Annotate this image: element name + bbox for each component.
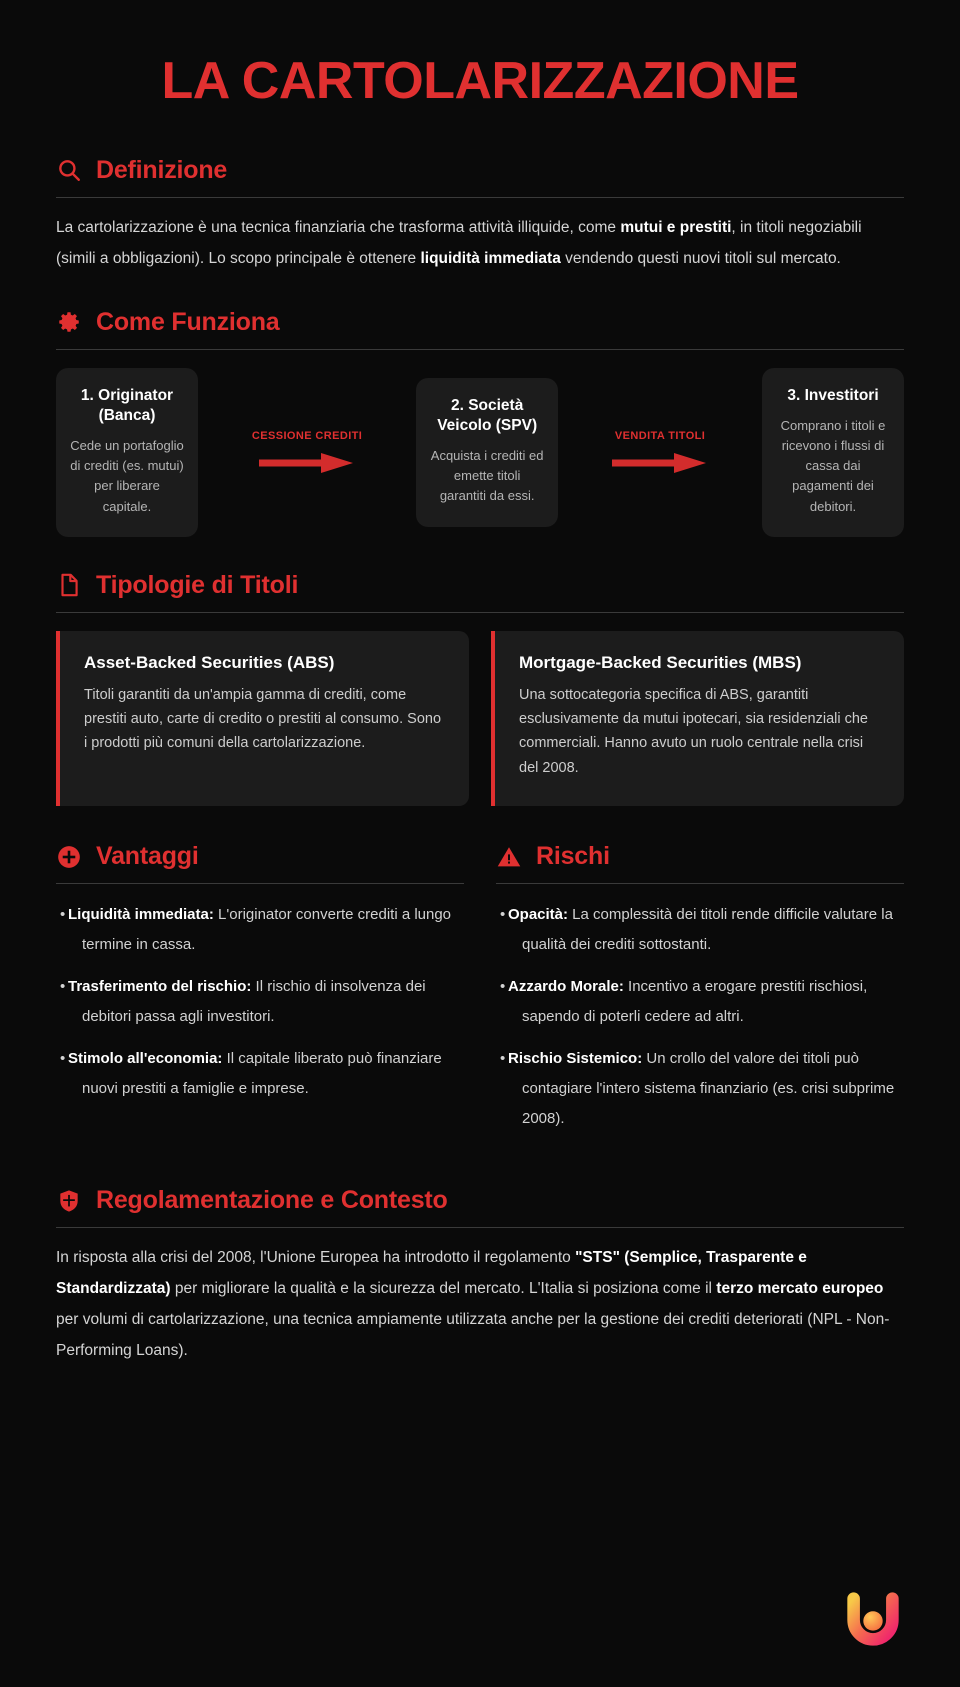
section-header-rischi: [496, 842, 904, 883]
gear-icon: [56, 309, 82, 335]
flow-step-desc: Comprano i titoli e ricevono i flussi di cassa dai pagamenti dei debitori.: [780, 417, 886, 514]
flow-connector: [198, 430, 416, 474]
section-header-definizione: [56, 156, 904, 197]
security-type-title: Mortgage-Backed Securities (MBS): [519, 652, 802, 672]
security-type-card: [491, 631, 904, 806]
flow-step-card: [416, 378, 558, 527]
flow-step-card: [56, 368, 198, 537]
section-header-regolamentazione: [56, 1186, 904, 1227]
section-come-funziona: [56, 308, 904, 537]
section-title: Rischi: [536, 842, 610, 871]
u-logo: [842, 1589, 904, 1651]
section-rischi: [496, 842, 904, 1146]
section-header-vantaggi: [56, 842, 464, 883]
u-logo-icon: [842, 1589, 904, 1651]
list-item: • Rischio Sistemico: Un crollo del valore dei titoli può contagiare l'intero sistema finanziario (es. crisi subprime 2008).: [496, 1044, 904, 1134]
section-title: Come Funziona: [96, 307, 280, 336]
section-definizione: [56, 156, 904, 274]
section-header-come-funziona: [56, 308, 904, 349]
flow-connector-label: CESSIONE CREDITI: [251, 430, 363, 443]
security-types-grid: [56, 613, 904, 806]
rischi-list: [496, 884, 904, 1134]
list-item: • Stimolo all'economia: Il capitale liberato può finanziare nuovi prestiti a famiglie e imprese.: [56, 1044, 464, 1104]
flow-step-title: 2. Società Veicolo (SPV): [437, 396, 538, 434]
section-title: Regolamentazione e Contesto: [96, 1186, 448, 1215]
flow-connector: [558, 430, 762, 474]
security-type-card: [56, 631, 469, 806]
process-flow: [56, 350, 904, 537]
flow-step-title: 1. Originator (Banca): [80, 386, 174, 424]
arrow-right-icon: [259, 452, 355, 474]
flow-step-desc: Cede un portafoglio di crediti (es. mutui) per liberare capitale.: [70, 438, 184, 514]
security-type-desc: Titoli garantiti da un'ampia gamma di crediti, come prestiti auto, carte di credito o prestiti al consumo. Sono i prodotti più comuni della cartolarizzazione.: [84, 686, 442, 752]
vantaggi-list: [56, 884, 464, 1104]
document-icon: [56, 572, 82, 598]
list-item: • Azzardo Morale: Incentivo a erogare prestiti rischiosi, sapendo di poterli cedere ad altri.: [496, 972, 904, 1032]
section-vantaggi: [56, 842, 464, 1146]
list-item: • Trasferimento del rischio: Il rischio di insolvenza dei debitori passa agli investitori.: [56, 972, 464, 1032]
security-type-desc: Una sottocategoria specifica di ABS, garantiti esclusivamente da mutui ipotecari, sia residenziali che commerciali. Hanno avuto un ruolo centrale nella crisi del 2008.: [519, 686, 868, 776]
page-title: LA CARTOLARIZZAZIONE: [161, 52, 799, 110]
shield-icon: [56, 1188, 82, 1214]
section-header-tipologie: [56, 571, 904, 612]
section-title: Vantaggi: [96, 842, 199, 871]
security-type-title: Asset-Backed Securities (ABS): [84, 652, 335, 672]
warning-triangle-icon: [496, 844, 522, 870]
definizione-paragraph: La cartolarizzazione è una tecnica finanziaria che trasforma attività illiquide, come mutui e prestiti, in titoli negoziabili (simili a obbligazioni). Lo scopo principale è ottenere liquidità immediata vendendo questi nuovi titoli sul mercato.: [56, 218, 862, 267]
section-tipologie: [56, 571, 904, 806]
search-icon: [56, 157, 82, 183]
list-item: • Opacità: La complessità dei titoli rende difficile valutare la qualità dei crediti sottostanti.: [496, 900, 904, 960]
regolamentazione-paragraph: In risposta alla crisi del 2008, l'Unione Europea ha introdotto il regolamento "STS" (Semplice, Trasparente e Standardizzata) per migliorare la qualità e la sicurezza del mercato. L'Italia si posiziona come il terzo mercato europeo per volumi di cartolarizzazione, una tecnica ampiamente utilizzata anche per la gestione dei crediti deteriorati (NPL - Non-Performing Loans).: [56, 1249, 890, 1360]
section-regolamentazione: [56, 1186, 904, 1366]
arrow-right-icon: [612, 452, 708, 474]
flow-connector-label: VENDITA TITOLI: [614, 430, 706, 443]
flow-step-title: 3. Investitori: [787, 386, 879, 404]
flow-step-desc: Acquista i crediti ed emette titoli garantiti da essi.: [430, 448, 544, 504]
section-title: Definizione: [96, 155, 228, 184]
flow-step-card: [762, 368, 904, 537]
section-title: Tipologie di Titoli: [96, 570, 299, 599]
list-item: • Liquidità immediata: L'originator converte crediti a lungo termine in cassa.: [56, 900, 464, 960]
pros-cons-columns: [56, 842, 904, 1146]
plus-circle-icon: [56, 844, 82, 870]
